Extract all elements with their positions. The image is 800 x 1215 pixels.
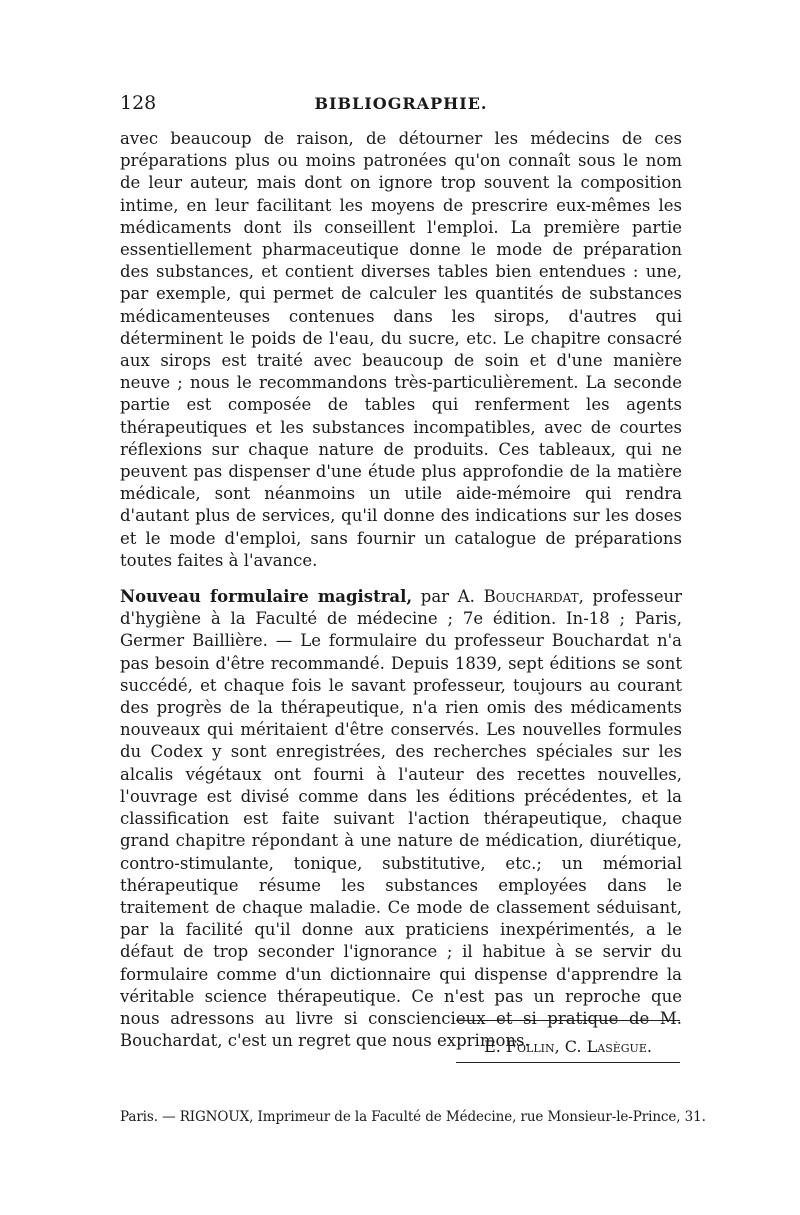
page-number: 128 [120, 92, 157, 114]
running-title: BIBLIOGRAPHIE. [314, 94, 488, 113]
page-header [120, 92, 682, 122]
review-text: , professeur d'hygiène à la Faculté de médecine ; 7e édition. In-18 ; Paris, Germer Baillière. — Le formulaire du professeur Bouchardat n'a pas besoin d'être recommandé. Depuis 1839, sept éditions se sont succédé, et chaque fois le savant professeur, toujours au courant des progrès de la thérapeutique, n'a rien omis des médicaments nouveaux qui méritaient d'être conservés. Les nouvelles formules du Codex y sont enregistrées, des recherches spéciales sur les alcalis végétaux ont fourni à l'auteur des recettes nouvelles, l'ouvrage est divisé comme dans les éditions précédentes, et la classification est faite suivant l'action thérapeutique, chaque grand chapitre répondant à une nature de médication, diurétique, contro-stimulante, tonique, substitutive, etc.; un mémorial thérapeutique résume les substances employées dans le traitement de chaque maladie. Ce mode de classement séduisant, par la facilité qu'il donne aux praticiens inexpérimentés, a le défaut de trop seconder l'ignorance ; il habitue à se servir du formulaire comme d'un dictionnaire qui dispense d'apprendre la véritable science thérapeutique. Ce n'est pas un reproche que nous adressons au livre si consciencieux et si pratique de M. Bouchardat, c'est un regret que nous exprimons. [120, 587, 683, 1051]
review-paragraph-formulaire [120, 586, 682, 1052]
author-name: Bouchardat [483, 587, 579, 607]
printer-imprint: Paris. — RIGNOUX, Imprimeur de la Faculté de Médecine, rue Monsieur-le-Prince, 31. [120, 1109, 706, 1125]
book-title: Nouveau formulaire magistral, [120, 587, 413, 607]
signature-rule-top [456, 1020, 680, 1021]
body-text [120, 128, 682, 1052]
review-paragraph-continued: avec beaucoup de raison, de détourner les médecins de ces préparations plus ou moins patronées qu'on connaît sous le nom de leur auteur, mais dont on ignore trop souvent la composition intime, en leur facilitant les moyens de prescrire eux-mêmes les médicaments dont ils conseillent l'emploi. La première partie essentiellement pharmaceutique donne le mode de préparation des substances, et contient diverses tables bien entendues : une, par exemple, qui permet de calculer les quantités de substances médicamenteuses contenues dans les sirops, d'autres qui déterminent le poids de l'eau, du sucre, etc. Le chapitre consacré aux sirops est traité avec beaucoup de soin et d'une manière neuve ; nous le recommandons très-particulièrement. La seconde partie est composée de tables qui renferment les agents thérapeutiques et les substances incompatibles, avec de courtes réflexions sur chaque nature de produits. Ces tableaux, qui ne peuvent pas dispenser d'une étude plus approfondie de la matière médicale, sont néanmoins un utile aide-mémoire qui rendra d'autant plus de services, qu'il donne des indications sur les doses et le mode d'emploi, sans fournir un catalogue de préparations toutes faites à l'avance. [120, 129, 682, 570]
signature: E. Follin, C. Lasègue. [484, 1037, 652, 1056]
by-text: par A. [412, 587, 484, 607]
signature-rule-bottom [456, 1062, 680, 1063]
